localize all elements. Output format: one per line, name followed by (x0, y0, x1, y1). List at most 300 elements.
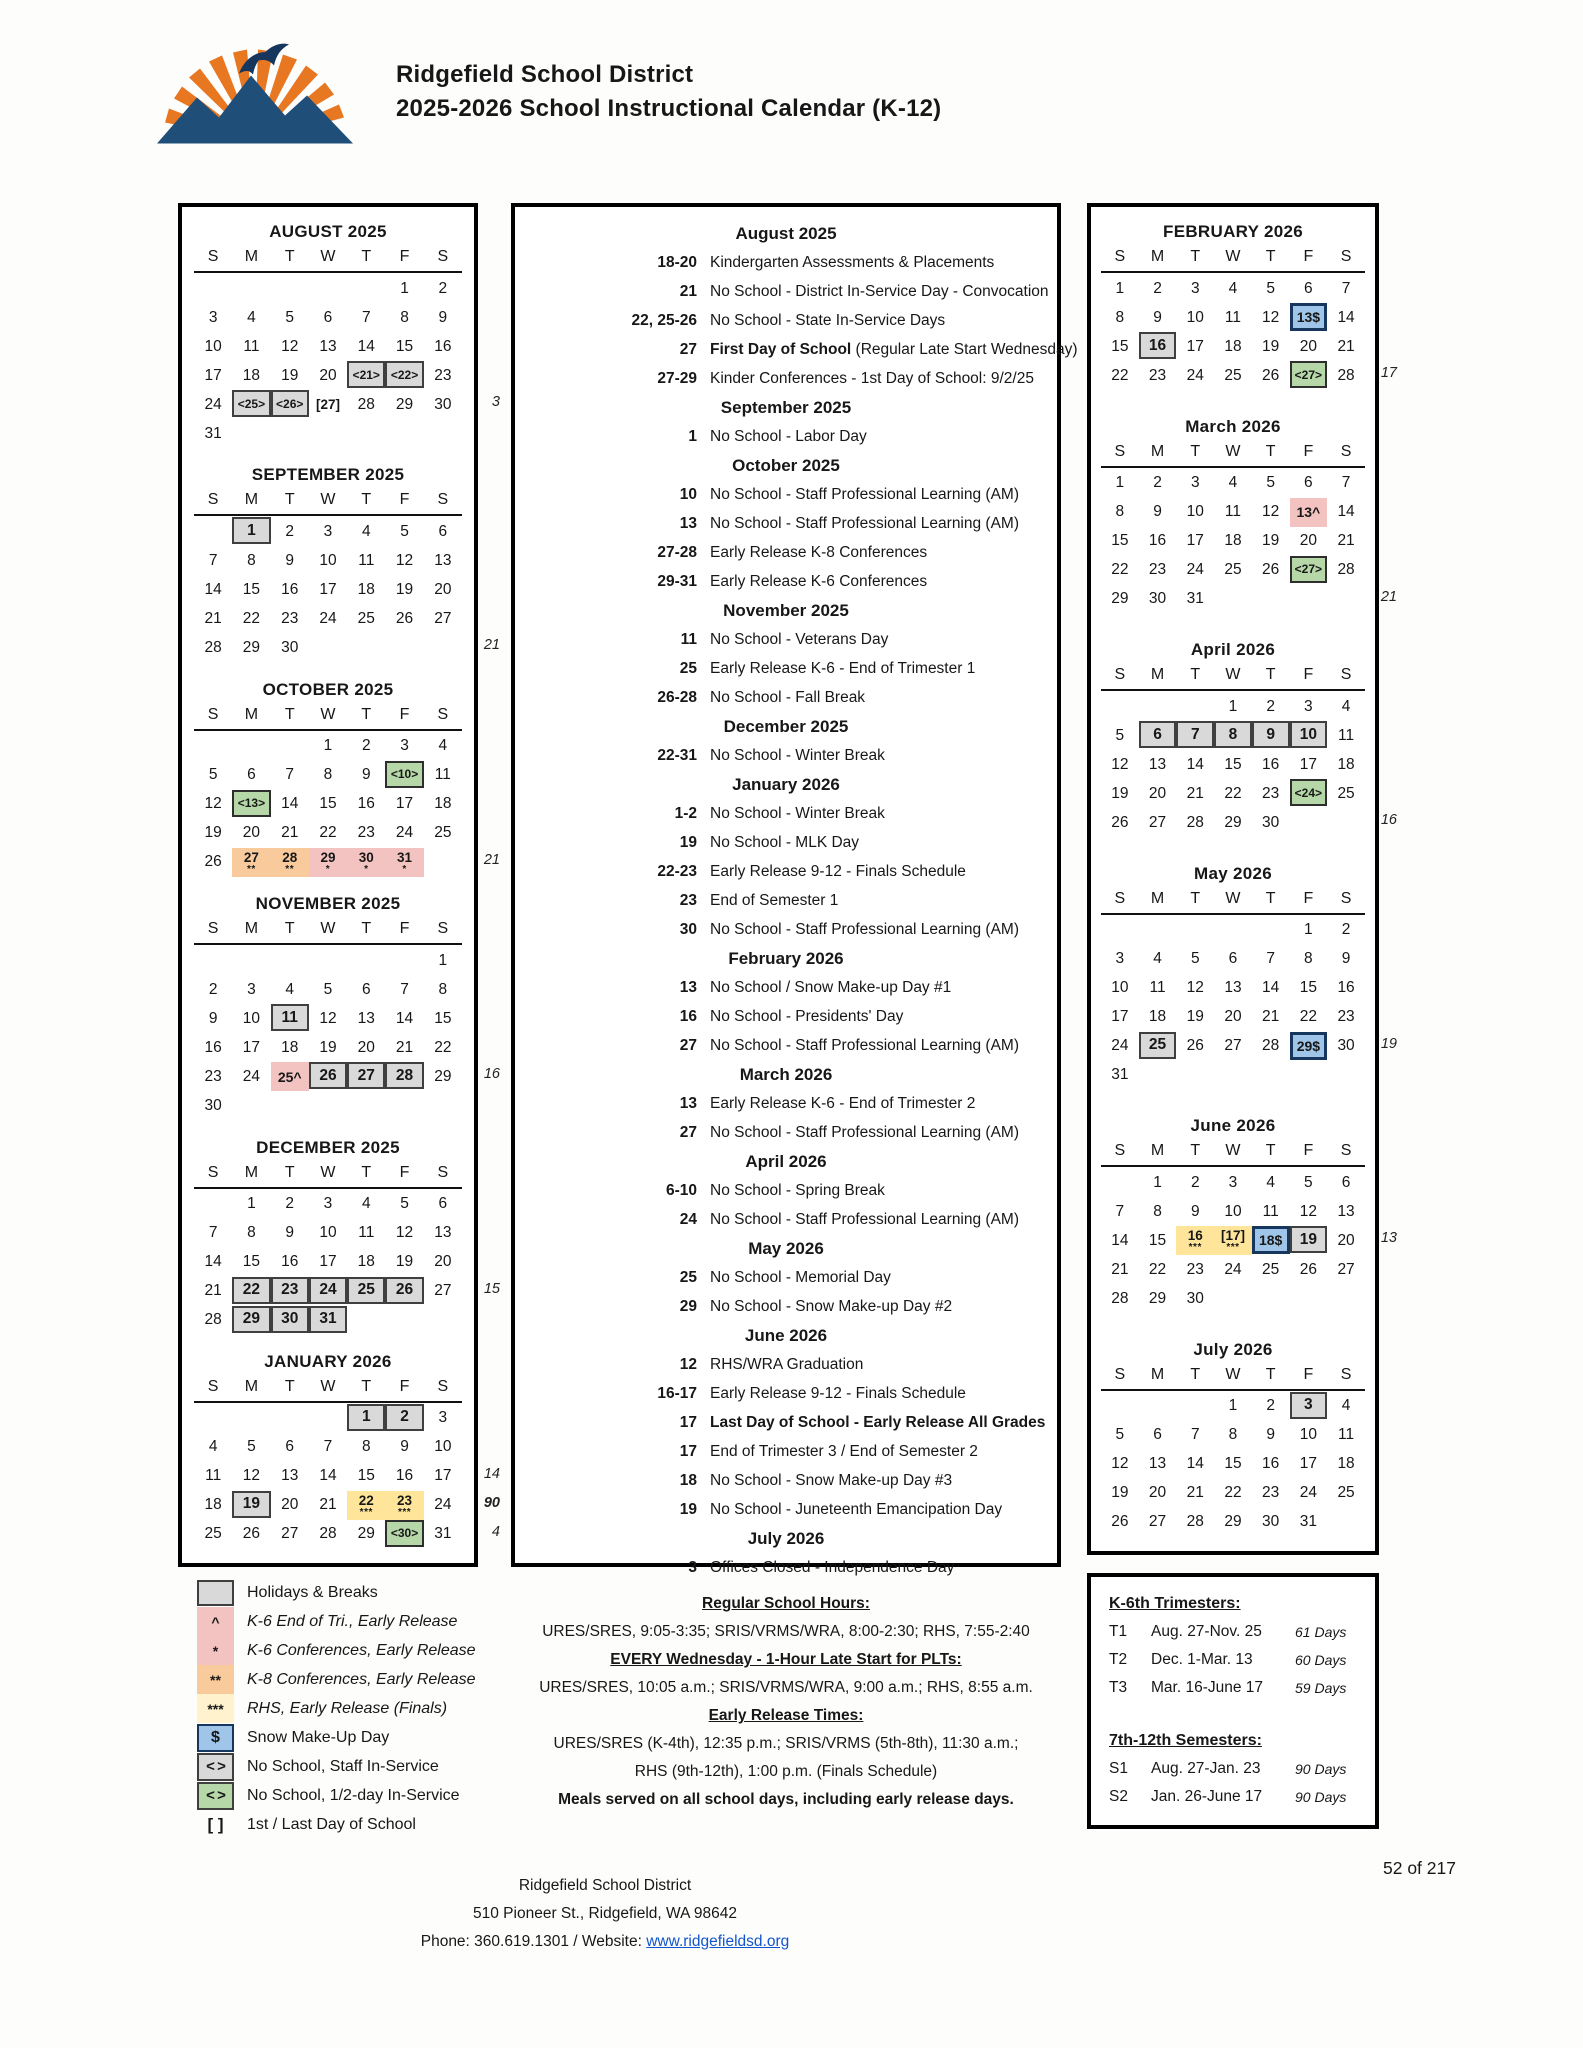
calendar-day: 14 (1186, 755, 1204, 773)
event-date: 30 (679, 921, 697, 938)
calendar-day: 24 (309, 1277, 347, 1304)
month-title: AUGUST 2025 (269, 222, 387, 241)
legend-swatch: $ (197, 1724, 234, 1752)
legend-item (197, 1694, 527, 1723)
event-row (537, 654, 1035, 683)
event-date: 16-17 (657, 1385, 697, 1402)
calendar-day (1290, 808, 1328, 837)
calendar-day: 5 (1115, 726, 1125, 744)
calendar-day: 22 (1224, 784, 1242, 802)
calendar-day: 15 (395, 337, 414, 355)
weekday-label: M (1150, 442, 1165, 460)
calendar-day (424, 419, 462, 448)
event-date: 29 (679, 1298, 697, 1315)
calendar-week-row (194, 604, 462, 633)
legend-swatch: ^ (197, 1607, 234, 1636)
event-row (537, 1466, 1035, 1495)
events-month-header: September 2025 (720, 398, 852, 417)
calendar-week-row (194, 1520, 462, 1549)
calendar-day: 2 (1153, 279, 1162, 297)
events-month-header: December 2025 (723, 717, 849, 736)
mini-calendar (1101, 1337, 1365, 1537)
calendar-day: 18 (1337, 1455, 1355, 1473)
calendar-day: 16 (434, 337, 452, 355)
month-title: SEPTEMBER 2025 (251, 465, 405, 485)
event-label: No School - Memorial Day (710, 1269, 891, 1286)
weekday-label: W (1225, 248, 1241, 265)
mini-calendar (194, 677, 500, 877)
calendar-day: 20 (1148, 1484, 1167, 1502)
month-title: April 2026 (1190, 640, 1276, 660)
weekday-label: T (1265, 1365, 1276, 1383)
calendar-day: 13 (1148, 755, 1167, 773)
calendar-day: 28 (1186, 1513, 1204, 1531)
calendar-day: 31 (1299, 1513, 1317, 1531)
calendar-day: 5 (1266, 474, 1275, 492)
weekday-label: T (1190, 666, 1201, 684)
calendar-day: 9 (1341, 950, 1351, 968)
calendar-day: 30 (434, 395, 452, 413)
calendar-day: 14 (204, 580, 222, 598)
mini-calendar (1101, 861, 1397, 1090)
weekday-label: F (1303, 1365, 1314, 1383)
calendar-day: 7 (1266, 950, 1275, 968)
legend-swatch: < > (197, 1753, 234, 1781)
calendar-day: 6 (361, 980, 371, 998)
event-label: No School / Snow Make-up Day #1 (710, 979, 952, 996)
calendar-day: 12 (242, 1467, 261, 1485)
calendar-day: 3 (400, 737, 409, 755)
hours-line: Regular School Hours: (702, 1595, 870, 1612)
calendar-day: 26 (1299, 1260, 1317, 1278)
event-date: 22-31 (657, 747, 697, 764)
calendar-day: 5 (208, 766, 218, 784)
events-column (511, 203, 1078, 1576)
weekday-label: S (437, 705, 449, 723)
event-row (537, 306, 1035, 335)
weekday-header (194, 917, 462, 945)
calendar-day: 9 (361, 766, 371, 784)
calendar-week-row (1101, 974, 1365, 1003)
event-date: 12 (679, 1356, 697, 1373)
calendar-week-row (194, 946, 462, 975)
events-month-header: January 2026 (732, 775, 840, 794)
weekday-label: T (1265, 666, 1276, 684)
calendar-day (1290, 585, 1328, 614)
event-date: 27 (679, 1037, 697, 1054)
events-month-header: August 2025 (735, 224, 837, 243)
calendar-day: 21 (1337, 337, 1355, 355)
calendar-day: 18 (242, 366, 261, 384)
calendar-day: 7 (1341, 279, 1351, 297)
calendar-day: 10 (319, 1224, 337, 1242)
calendar-day: 21 (395, 1038, 414, 1056)
calendar-day (1214, 1061, 1252, 1090)
mini-calendar (194, 219, 500, 448)
events-month-header: March 2026 (739, 1065, 833, 1084)
weekday-label: T (1265, 248, 1276, 265)
term-row (1109, 1755, 1357, 1783)
calendar-day: 12 (319, 1009, 337, 1027)
calendar-day: 17 (1186, 337, 1204, 355)
weekday-label: M (1150, 666, 1165, 684)
event-row (537, 1379, 1035, 1408)
calendar-day: 14 (204, 1253, 222, 1271)
calendar-day: 24 (1299, 1484, 1317, 1502)
mini-calendar (1101, 414, 1397, 614)
calendar-day: 10 (1186, 503, 1204, 521)
mini-calendar (194, 462, 500, 662)
calendar-day: 4 (1153, 950, 1162, 968)
event-date: 19 (679, 834, 697, 851)
term-row (1109, 1783, 1357, 1811)
event-date: 17 (679, 1443, 697, 1460)
weekday-header (1101, 887, 1365, 915)
weekday-label: S (1114, 666, 1126, 684)
weekday-label: W (320, 248, 336, 265)
calendar-day (385, 1306, 423, 1335)
event-label: No School - Fall Break (710, 689, 866, 706)
calendar-day: 11 (1224, 503, 1241, 521)
calendar-day: 11 (1149, 979, 1166, 997)
term-code: T1 (1109, 1623, 1128, 1640)
calendar-day: 23 (204, 1067, 222, 1085)
month-title: July 2026 (1193, 1339, 1273, 1359)
calendar-day (424, 1306, 462, 1335)
event-date: 19 (679, 1501, 697, 1518)
terms-title: 7th-12th Semesters: (1109, 1732, 1262, 1749)
event-label: No School - State In-Service Days (710, 312, 946, 329)
calendar-day: 25 (1224, 366, 1242, 384)
calendar-day: <10> (385, 761, 423, 788)
mini-calendar (1101, 1113, 1397, 1313)
calendar-day: 10 (319, 551, 337, 569)
calendar-day: 4 (361, 522, 371, 540)
calendar-day: 8 (1304, 950, 1313, 968)
calendar-day: 30 (1262, 1513, 1280, 1531)
calendar-day: 26 (1262, 366, 1280, 384)
event-date: 3 (688, 1559, 697, 1576)
calendar-day (271, 732, 309, 761)
calendar-day (232, 1091, 270, 1120)
calendar-day (1139, 1392, 1177, 1421)
events-month-header: February 2026 (728, 949, 844, 968)
calendar-day: 15 (242, 580, 261, 598)
weekday-label: W (320, 705, 336, 723)
calendar-day (232, 1404, 270, 1433)
calendar-day: 19 (1290, 1226, 1328, 1253)
calendar-day (347, 1091, 385, 1120)
event-date: 10 (679, 486, 697, 503)
website-link[interactable]: www.ridgefieldsd.org (646, 1933, 790, 1950)
weekday-label: M (244, 1377, 259, 1395)
instructional-day-count: 21 (483, 851, 500, 868)
calendar-day: 21 (204, 1282, 222, 1300)
calendar-day (232, 419, 270, 448)
calendar-week-row (1101, 1226, 1365, 1255)
weekday-label: F (1303, 248, 1314, 265)
event-label: No School - Juneteenth Emancipation Day (710, 1501, 1003, 1518)
calendar-day: 17 (395, 795, 414, 813)
calendar-day: 29 (242, 638, 261, 656)
weekday-label: W (1225, 1365, 1241, 1383)
calendar-day (1139, 692, 1177, 721)
calendar-day: 28 (1111, 1289, 1129, 1307)
calendar-day: 9 (1252, 721, 1290, 748)
calendar-day: 7 (400, 980, 409, 998)
legend-item (197, 1723, 527, 1752)
calendar-day: 18 (281, 1038, 299, 1056)
calendar-day: 10 (1111, 979, 1129, 997)
event-row (537, 538, 1035, 567)
calendar-day: 28 (319, 1525, 337, 1543)
calendar-day: 16 (204, 1038, 222, 1056)
event-row (537, 1292, 1035, 1321)
calendar-week-row (1101, 1003, 1365, 1032)
calendar-day: 27 (281, 1525, 299, 1543)
weekday-label: S (1340, 1365, 1352, 1383)
calendar-day: <22> (385, 361, 423, 388)
calendar-day: 29 * (309, 848, 347, 877)
calendar-day: 3 (247, 980, 256, 998)
calendar-day: 7 (361, 308, 371, 326)
event-date: 17 (679, 1414, 697, 1431)
mini-calendar (194, 891, 500, 1120)
calendar-day: 1 (1304, 921, 1313, 939)
calendar-week-row (1101, 1061, 1365, 1090)
calendar-day: 18 (1224, 532, 1242, 550)
calendar-day: 1 (1228, 1397, 1238, 1415)
calendar-day: 11 (271, 1004, 309, 1031)
calendar-day: [27] (315, 396, 340, 412)
instructional-day-count: 4 (491, 1523, 500, 1540)
calendar-day (309, 274, 347, 303)
month-title: June 2026 (1190, 1116, 1276, 1136)
calendar-day: 17 (1186, 532, 1204, 550)
hours-line: RHS (9th-12th), 1:00 p.m. (Finals Schedule) (634, 1763, 938, 1780)
calendar-day: <30> (385, 1520, 423, 1547)
weekday-label: W (1225, 666, 1241, 684)
events-month-header: June 2026 (744, 1326, 828, 1345)
calendar-day: 19 (281, 366, 299, 384)
calendar-day (194, 1404, 232, 1433)
calendar-day: 28 (385, 1062, 423, 1089)
calendar-day: 5 (400, 1195, 409, 1213)
calendar-day: 3 (438, 1409, 448, 1427)
calendar-day: <25> (232, 390, 270, 417)
calendar-day: 5 (285, 308, 295, 326)
month-title: OCTOBER 2025 (262, 679, 394, 699)
instructional-day-count: 15 (483, 1280, 500, 1297)
instructional-day-count: 13 (1380, 1230, 1397, 1247)
event-label: No School - Staff Professional Learning (AM) (710, 1211, 1020, 1228)
footer (160, 1872, 1050, 1956)
calendar-day: 1 (347, 1404, 385, 1431)
event-label: Early Release K-6 Conferences (710, 573, 928, 590)
calendar-day (1101, 1392, 1139, 1421)
calendar-day: 21 (1337, 532, 1355, 550)
weekday-label: T (284, 248, 295, 265)
calendar-week-row (194, 390, 462, 419)
calendar-day: 9 (1153, 308, 1162, 326)
calendar-day: 26 (1111, 1513, 1129, 1531)
calendar-day: 15 (242, 1253, 261, 1271)
event-row (537, 799, 1035, 828)
event-label: No School - Snow Make-up Day #2 (710, 1298, 953, 1315)
calendar-day: 3 (1304, 697, 1313, 715)
calendar-day: 13 (1224, 979, 1242, 997)
calendar-day: 11 (243, 337, 260, 355)
legend-swatch: ** (197, 1665, 234, 1694)
weekday-label: S (207, 1163, 219, 1181)
weekday-header (194, 1161, 462, 1189)
event-date: 13 (679, 979, 697, 996)
calendar-day: 14 (1337, 503, 1355, 521)
calendar-day: 8 (247, 1224, 256, 1242)
calendar-day (1327, 808, 1365, 837)
calendar-day: 29 (1148, 1289, 1167, 1307)
calendar-week-row (194, 761, 462, 790)
calendar-day: 22 *** (347, 1491, 385, 1520)
event-label: Early Release K-6 - End of Trimester 1 (710, 660, 976, 677)
legend-item (197, 1578, 527, 1607)
event-row (537, 1205, 1035, 1234)
calendar-day: 6 (1341, 1173, 1351, 1191)
calendar-day: 13 (281, 1467, 299, 1485)
calendar-day (271, 274, 309, 303)
calendar-day: 24 (319, 609, 337, 627)
calendar-day: 13 (1148, 1455, 1167, 1473)
terms-title: K-6th Trimesters: (1109, 1595, 1241, 1612)
calendar-day: 20 (281, 1496, 299, 1514)
calendar-day: 23 (1186, 1260, 1204, 1278)
weekday-label: T (361, 491, 372, 509)
calendar-day: 24 (1111, 1037, 1129, 1055)
calendar-day (385, 419, 423, 448)
calendar-day: 25 (1262, 1260, 1280, 1278)
calendar-day: 4 (361, 1195, 371, 1213)
calendar-day: 10 (434, 1438, 452, 1456)
calendar-day: 12 (204, 795, 222, 813)
event-row (537, 1002, 1035, 1031)
calendar-title: 2025-2026 School Instructional Calendar (K-12) (396, 95, 942, 122)
event-row (537, 1176, 1035, 1205)
calendar-day: 15 (319, 795, 337, 813)
event-date: 22-23 (657, 863, 697, 880)
calendar-day: 31 (1111, 1066, 1129, 1084)
calendar-day (347, 946, 385, 975)
weekday-label: F (1303, 442, 1314, 460)
weekday-label: T (1265, 1142, 1276, 1160)
calendar-day: 25 (347, 1277, 385, 1304)
district-logo (155, 28, 355, 146)
calendar-day: 23 (434, 366, 452, 384)
calendar-day: 3 (1290, 1392, 1328, 1419)
calendar-day: 10 (1224, 1202, 1242, 1220)
calendar-day: 16 (281, 580, 299, 598)
calendar-day: 2 (285, 1195, 295, 1213)
month-title: FEBRUARY 2026 (1163, 222, 1303, 241)
instructional-day-count: 16 (483, 1066, 500, 1083)
mini-calendar (194, 1135, 500, 1335)
terms-box (1087, 1573, 1379, 1829)
calendar-day: 31 (309, 1306, 347, 1333)
event-date: 26-28 (657, 689, 697, 706)
calendar-day: 30 (1148, 590, 1167, 608)
event-row (537, 248, 1035, 277)
event-row (537, 1408, 1046, 1437)
calendar-day (1252, 1284, 1290, 1313)
calendar-day: 14 (1186, 1455, 1204, 1473)
weekday-label: W (320, 920, 336, 938)
calendar-day: 19 (1111, 1484, 1129, 1502)
calendar-day: 1 (1228, 697, 1238, 715)
calendar-day: 3 (323, 1195, 333, 1213)
instructional-day-count: 21 (1380, 588, 1397, 605)
legend-label: 1st / Last Day of School (247, 1815, 416, 1833)
calendar-day: 20 (1148, 784, 1167, 802)
event-label: First Day of School (Regular Late Start Wednesday) (710, 341, 1078, 358)
calendar-day: 8 (1214, 721, 1252, 748)
weekday-label: F (399, 1377, 410, 1395)
term-days: 90 Days (1295, 1789, 1347, 1805)
weekday-label: M (244, 248, 259, 265)
calendar-day: 3 (323, 522, 333, 540)
calendar-day: 26 (204, 853, 222, 871)
calendar-day: 27 (1148, 813, 1167, 831)
calendar-day: 3 (208, 308, 218, 326)
calendar-week-row (194, 1404, 462, 1433)
calendar-day (194, 732, 232, 761)
event-label: No School - Veterans Day (710, 631, 889, 648)
calendar-day: 27 ** (232, 848, 270, 877)
calendar-day: 16 (1262, 1455, 1280, 1473)
weekday-label: T (284, 705, 295, 723)
calendar-day: 2 (1341, 921, 1351, 939)
calendar-day (347, 274, 385, 303)
calendar-day: 28 (1337, 366, 1355, 384)
event-row (537, 741, 1035, 770)
calendar-day (1252, 1061, 1290, 1090)
weekday-label: S (437, 1377, 449, 1395)
legend (197, 1578, 527, 1839)
weekday-label: S (1340, 666, 1352, 684)
calendar-day: 9 (285, 1224, 295, 1242)
weekday-label: S (207, 491, 219, 509)
legend-label: No School, Staff In-Service (247, 1757, 439, 1775)
calendar-day: 12 (395, 551, 414, 569)
calendar-day: 19 (1262, 337, 1280, 355)
calendar-day: 26 (385, 1277, 423, 1304)
calendar-day: 23 (1262, 784, 1280, 802)
event-date: 22, 25-26 (631, 312, 697, 329)
calendar-day (1176, 916, 1214, 945)
calendar-day (1327, 585, 1365, 614)
calendar-day: 28 (1337, 561, 1355, 579)
event-row (537, 1495, 1035, 1524)
calendar-day: 11 (1262, 1202, 1279, 1220)
legend-label: RHS, Early Release (Finals) (247, 1699, 448, 1717)
right-calendar-column (1087, 203, 1397, 1555)
weekday-label: T (1190, 1142, 1201, 1160)
calendar-day: 8 (1228, 1426, 1238, 1444)
calendar-week-row (194, 1219, 462, 1248)
calendar-day (194, 517, 232, 546)
event-label: No School - District In-Service Day - Convocation (710, 283, 1049, 300)
legend-swatch: [ ] (207, 1814, 224, 1834)
calendar-week-row (1101, 1197, 1365, 1226)
calendar-day: 11 (1224, 308, 1241, 326)
